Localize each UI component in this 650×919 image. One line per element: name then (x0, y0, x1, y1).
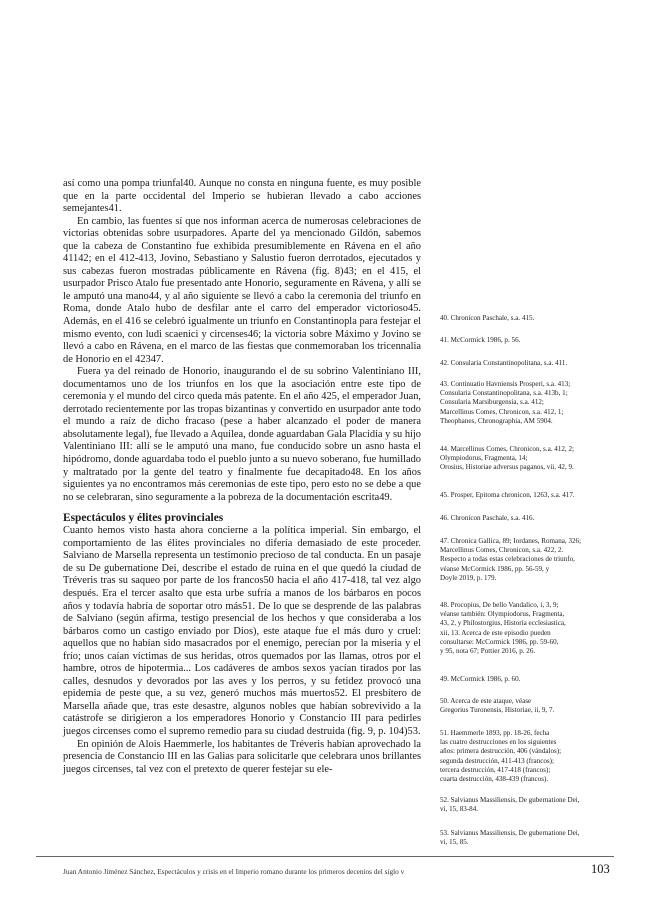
section-paragraph: Cuanto hemos visto hasta ahora concierne a la política imperial. Sin embargo, el comportamiento de las élites provinciales no difería demasiado de este proceder. Salviano de Marsella representa un testimonio precioso de tal conducta. En un pasaje de su De gubernatione Dei, describe el estado de ruina en el que quedó la ciudad de Tréveris tras su saqueo por parte de los francos50 hacia el año 417-418, tal vez algo después. Era el tercer asalto que esta urbe sufría a manos de los bárbaros en pocos años y todavía habría de soportar otro más51. De lo que se desprende de las palabras de Salviano (según afirma, testigo presencial de los hechos y que consideraba a los bárbaros como un castigo enviado por Dios), este ataque fue el más duro y cruel: aquellos que no habían sido masacrados por el enemigo, perecían por la miseria y el frío; unos caían víctimas de sus heridas, otros quemados por las llamas, otros por el hambre, otros de hipotermia... Los cadáveres de ambos sexos yacían tirados por las calles, desnudos y devorados por las aves y los perros, y su fetidez provocó una epidemia de peste que, a su vez, generó muchos más muertos52. El presbítero de Marsella añade que, tras este desastre, algunos nobles que habían sobrevivido a la catástrofe se dirigieron a los emperadores Honorio y Constancio III para pedirles juegos circenses como el supremo remedio para su ciudad destruida (fig. 9, p. 104)53. (63, 525, 421, 737)
footnote-48: 48. Procopius, De bello Vandalico, i, 3, 9; véanse también: Olympiodorus, Fragmenta, 43, 2, y Philostorgius, Historia ecclesiastica, xii, 13. Acerca de este episodio pueden consultarse: McCormick 1986, pp. 59-60, y 95, nota 67; Pottier 2016, p. 26. (440, 601, 566, 656)
body-paragraph: así como una pompa triunfal40. Aunque no consta en ninguna fuente, es muy posible que en la parte occidental del Imperio se hubieran llevado a cabo acciones semejantes41. (63, 178, 421, 215)
footnote-44: 44. Marcellinus Comes, Chronicon, s.a. 412, 2; Olympiodorus, Fragmenta, 14; Orosius, Historiae adversus paganos, vii, 42, 9. (440, 445, 574, 472)
footer-divider (36, 856, 614, 857)
footnote-47: 47. Chronica Gallica, 89; Iordanes, Romana, 326; Marcellinus Comes, Chronicon, s.a. 422, 2. Respecto a todas estas celebraciones de triunfo, véanse McCormick 1986, pp. 56-59, y Doyle 2019, p. 179. (440, 537, 582, 582)
page-number: 103 (591, 862, 610, 876)
footnote-41: 41. McCormick 1986, p. 56. (440, 336, 521, 344)
footnote-40: 40. Chronicon Paschale, s.a. 415. (440, 314, 535, 322)
footnote-50: 50. Acerca de este ataque, véase Gregorius Turonensis, Historiae, ii, 9, 7. (440, 697, 555, 715)
section-paragraph: En opinión de Alois Haemmerle, los habitantes de Tréveris habían aprovechado la presencia de Constancio III en las Galias para solicitarle que celebrara unos brillantes juegos circenses, tal vez con el pretexto de querer festejar su ele- (63, 738, 421, 775)
footnote-52: 52. Salvianus Massiliensis, De gubernatione Dei, vi, 15, 83-84. (440, 796, 580, 814)
main-text-column (63, 178, 421, 776)
footnote-42: 42. Consularia Constantinopolitana, s.a. 411. (440, 359, 568, 367)
footnote-45: 45. Prosper, Epitoma chronicon, 1263, s.a. 417. (440, 491, 575, 499)
footnote-46: 46. Chronicon Paschale, s.a. 416. (440, 514, 535, 522)
body-paragraph: Fuera ya del reinado de Honorio, inaugurando el de su sobrino Valentiniano III, documentamos uno de los triunfos en los que la asociación entre este tipo de ceremonia y el mundo del circo queda más patente. En el año 425, el emperador Juan, derrotado recientemente por las tropas bizantinas y convertido en usurpador ante todo el mundo a raíz de dicho fracaso (pese a haber alcanzado el poder de manera absolutamente legal), fue llevado a Aquilea, donde aguardaban Gala Placidia y su hijo Valentiniano III: allí se le amputó una mano, fue conducido sobre un asno hasta el hipódromo, donde aguardaba todo el pueblo junto a su nuevo soberano, fue humillado y maltratado por la gente del teatro y finalmente fue decapitado48. En los años siguientes ya no encontramos más ceremonias de este tipo, pero esto no se debe a que no se celebraran, sino seguramente a la pobreza de la documentación escrita49. (63, 366, 421, 503)
body-paragraph: En cambio, las fuentes sí que nos informan acerca de numerosas celebraciones de victorias obtenidas sobre usurpadores. Aparte del ya mencionado Gildón, sabemos que la cabeza de Constantino fue exhibida presumiblemente en Rávena en el año 41142; en el 412-413, Jovino, Sebastiano y Salustio fueron derrotados, ejecutados y sus cabezas fueron mostradas públicamente en Rávena (fig. 8)43; en el 415, el usurpador Prisco Atalo fue presentado ante Honorio, seguramente en Rávena, y allí se le amputó una mano44, y al año siguiente se llevó a cabo la ceremonia del triunfo en Roma, donde Atalo hubo de desfilar ante el carro del emperador victorioso45. Además, en el 416 se celebró igualmente un triunfo en Constantinopla para festejar el mismo evento, con ludi scaenici y circenses46; la victoria sobre Máximo y Jovino se llevó a cabo en Rávena, en el marco de las fiestas que conmemoraban los tricennalia de Honorio en el 42347. (63, 215, 421, 365)
section-heading: Espectáculos y élites provinciales (63, 512, 224, 525)
running-footer: Juan Antonio Jiménez Sánchez, Espectáculos y crisis en el Imperio romano durante los primeros decenios del siglo v (63, 867, 405, 876)
footnote-51: 51. Haemmerle 1893, pp. 18-26, fecha las cuatro destrucciones en los siguientes años: primera destrucción, 406 (vándalos); segunda destrucción, 411-413 (francos); tercera destrucción, 417-418 (francos); cuarta destrucción, 438-439 (francos). (440, 729, 562, 784)
footnote-49: 49. McCormick 1986, p. 60. (440, 675, 521, 683)
footnote-53: 53. Salvianus Massiliensis, De gubernatione Dei, vi, 15, 85. (440, 829, 580, 847)
footnote-43: 43. Continuatio Havniensis Prosperi, s.a. 413; Consularia Constantinopolitana, s.a. 413b, 1; Consularia Marsiburgensia, s.a. 412; Marcellinus Comes, Chronicon, s.a. 412, 1; Theophanes, Chronographia, AM 5904. (440, 380, 571, 425)
